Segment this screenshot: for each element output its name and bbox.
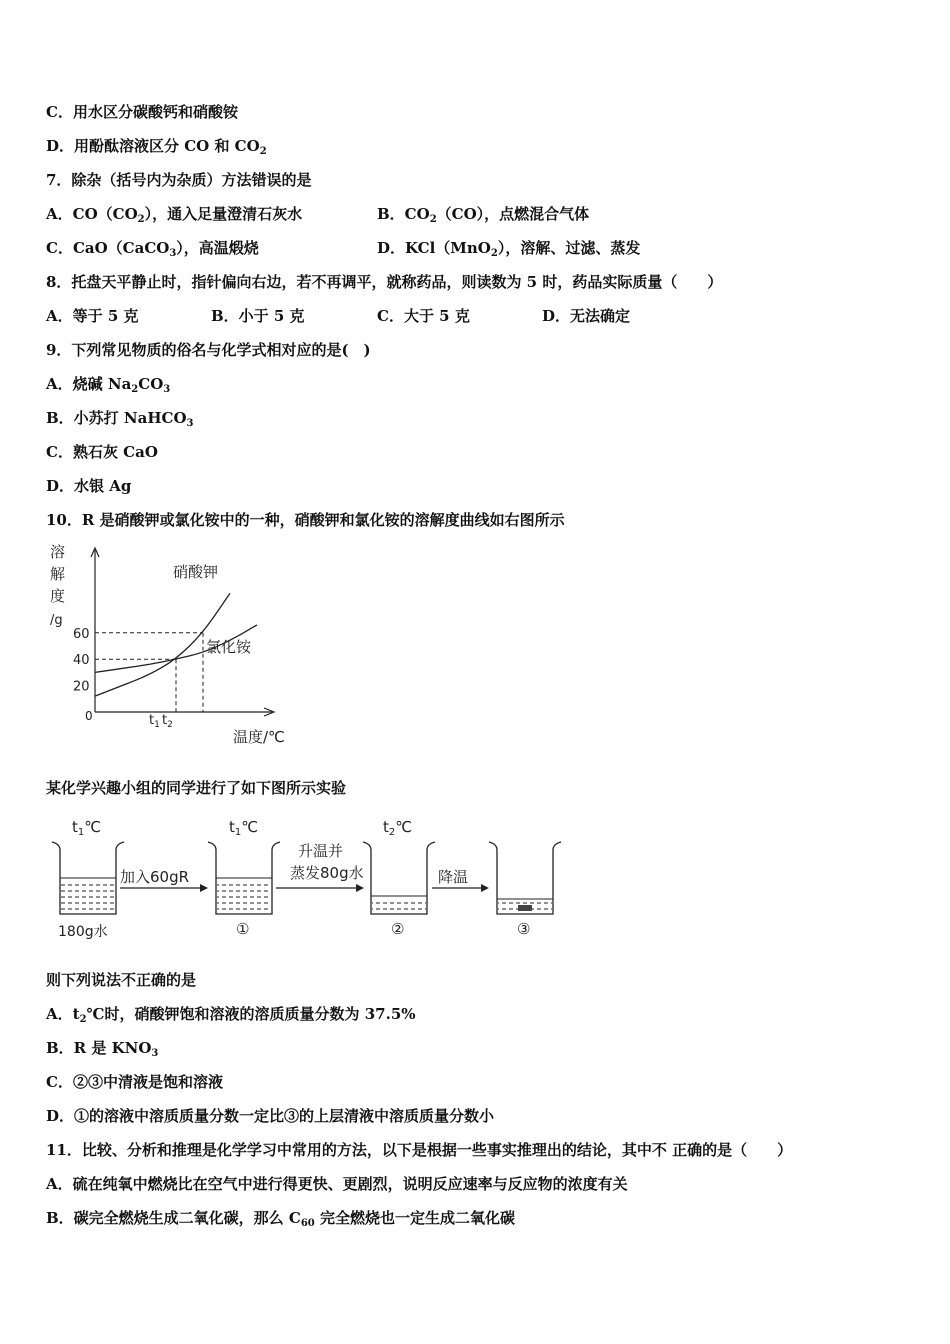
chart-ylabel-1: 溶 [50, 543, 66, 561]
q7-stem: 7．除杂（括号内为杂质）方法错误的是 [46, 171, 312, 189]
arrow-label-2b: 蒸发80g水 [290, 864, 364, 882]
q7-option-d: D．KCl（MnO$_2$），溶解、过滤、蒸发 [377, 239, 641, 259]
q10-question: 则下列说法不正确的是 [46, 971, 197, 989]
q11-option-b: B．碳完全燃烧生成二氧化碳，那么 $C_{60}$ 完全燃烧也一定生成二氧化碳 [46, 1209, 515, 1229]
series-label-kno3: 硝酸钾 [173, 563, 219, 581]
q9-stem: 9．下列常见物质的俗名与化学式相对应的是( ) [46, 341, 371, 359]
chart-ytick-60: 60 [73, 626, 90, 642]
q9-option-d: D．水银 Ag [46, 477, 132, 495]
q7-option-c: C．CaO（CaCO$_3$），高温煅烧 [46, 239, 259, 259]
q8-option-d: D．无法确定 [542, 307, 631, 325]
chart-xtick-t1: $t_1$ [149, 713, 160, 730]
q7-option-a: A．$CO(CO_2)$，通入足量澄清石灰水 [46, 205, 303, 225]
beaker-3 [489, 842, 561, 914]
chart-ytick-40: 40 [73, 653, 90, 669]
q9-option-c: C．熟石灰 CaO [46, 443, 158, 461]
q9-option-b: B．小苏打 NaHCO$_3$ [46, 409, 194, 429]
beaker-2 [363, 842, 435, 914]
crystals [518, 905, 532, 911]
q10-option-a: A．$t_2℃$时，硝酸钾饱和溶液的溶质质量分数为 37.5% [46, 1005, 416, 1025]
temp-label-2: $t_1℃$ [229, 818, 259, 838]
chart-xlabel: 温度/℃ [233, 728, 285, 746]
q8-stem: 8．托盘天平静止时，指针偏向右边，若不再调平，就称药品，则读数为 5 时，药品实际质量（ ） [46, 273, 723, 291]
q6-option-c: C．用水区分碳酸钙和硝酸铵 [46, 103, 238, 121]
q9-option-a: A．烧碱 $Na_2CO_3$ [46, 375, 171, 395]
q8-option-a: A．等于 5 克 [46, 307, 139, 325]
chart-ytick-20: 20 [73, 679, 90, 695]
solubility-chart [40, 540, 300, 750]
arrow-label-2a: 升温并 [298, 842, 344, 860]
q7-option-b: B．$CO_2(CO)$，点燃混合气体 [377, 205, 590, 225]
q10-option-d: D．①的溶液中溶质质量分数一定比③的上层清液中溶质质量分数小 [46, 1107, 495, 1125]
q10-option-c: C．②③中清液是饱和溶液 [46, 1073, 223, 1091]
chart-xtick-t2: $t_2$ [162, 713, 173, 730]
temp-label-3: $t_2℃$ [383, 818, 413, 838]
beaker-label-2: ② [391, 920, 405, 938]
beaker-label-1: ① [236, 920, 250, 938]
beaker-label-3: ③ [517, 920, 531, 938]
q10-option-b: B．R 是 $KNO_3$ [46, 1039, 159, 1059]
chart-ylabel-4: /g [50, 613, 63, 628]
temp-label-1: $t_1℃$ [72, 818, 102, 838]
arrow-label-1: 加入60gR [120, 868, 190, 886]
experiment-intro: 某化学兴趣小组的同学进行了如下图所示实验 [46, 779, 347, 797]
arrow-label-3: 降温 [438, 868, 469, 886]
q8-option-c: C．大于 5 克 [377, 307, 470, 325]
experiment-diagram [40, 810, 570, 950]
q10-stem: 10．R 是硝酸钾或氯化铵中的一种，硝酸钾和氯化铵的溶解度曲线如右图所示 [46, 511, 565, 529]
q6-option-d: D．用酚酞溶液区分 CO 和 $CO_2$ [46, 137, 267, 157]
chart-origin-label: 0 [85, 709, 93, 723]
beaker-1 [208, 842, 280, 914]
beaker-0 [52, 842, 124, 914]
q11-stem: 11．比较、分析和推理是化学学习中常用的方法，以下是根据一些事实推理出的结论，其中不 正确的是（ ） [46, 1141, 793, 1159]
chart-ylabel-2: 解 [50, 565, 66, 583]
series-label-nh4cl: 氯化铵 [206, 638, 252, 656]
beaker-label-0: 180g水 [58, 924, 108, 940]
q11-option-a: A．硫在纯氧中燃烧比在空气中进行得更快、更剧烈，说明反应速率与反应物的浓度有关 [46, 1175, 628, 1193]
chart-ylabel-3: 度 [50, 587, 66, 605]
q8-option-b: B．小于 5 克 [211, 307, 305, 325]
